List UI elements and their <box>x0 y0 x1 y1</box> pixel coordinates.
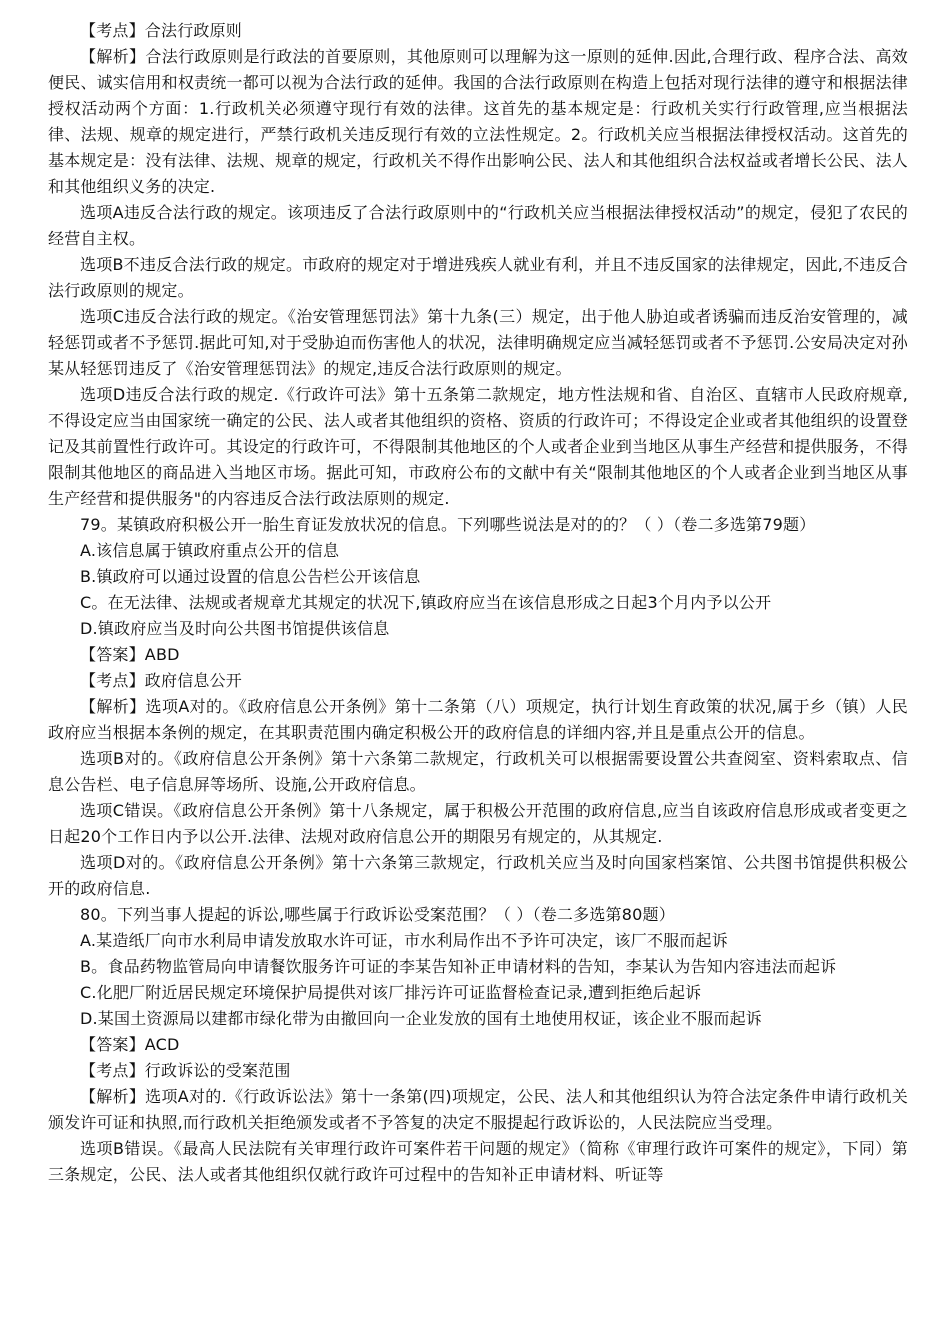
question-stem: 79。某镇政府积极公开一胎生育证发放状况的信息。下列哪些说法是对的的？（ ）（卷二多选第79题） <box>80 515 816 534</box>
exam-point-line: 【考点】合法行政原则 <box>80 21 243 40</box>
option-line: 【考点】政府信息公开 <box>80 671 243 690</box>
paragraph: 【解析】选项A对的.《行政诉讼法》第十一条第(四)项规定，公民、法人和其他组织认为符合法定条件申请行政机关颁发许可证和执照,而行政机关拒绝颁发或者不予答复的决定不服提起行政诉讼的，人民法院应当受理。 <box>48 1087 908 1132</box>
paragraph: 选项B不违反合法行政的规定。市政府的规定对于增进残疾人就业有利，并且不违反国家的法律规定，因此,不违反合法行政原则的规定。 <box>48 255 908 300</box>
option-line: 【考点】行政诉讼的受案范围 <box>80 1061 291 1080</box>
option-line: 【答案】ABD <box>80 645 180 664</box>
option-line: 【答案】ACD <box>80 1035 180 1054</box>
paragraph: 选项C违反合法行政的规定。《治安管理惩罚法》第十九条(三）规定，出于他人胁迫或者诱骗而违反治安管理的，减轻惩罚或者不予惩罚.据此可知,对于受胁迫而伤害他人的状况，法律明确规定应当减轻惩罚或者不予惩罚.公安局决定对孙某从轻惩罚违反了《治安管理惩罚法》的规定,违反合法行政原则的规定。 <box>48 307 908 378</box>
paragraph: 选项B对的。《政府信息公开条例》第十六条第二款规定，行政机关可以根据需要设置公共查阅室、资料索取点、信息公告栏、电子信息屏等场所、设施,公开政府信息。 <box>48 749 908 794</box>
paragraph: 选项B错误。《最高人民法院有关审理行政许可案件若干问题的规定》（简称《审理行政许可案件的规定》，下同）第三条规定，公民、法人或者其他组织仅就行政许可过程中的告知补正申请材料、听证等 <box>48 1139 908 1184</box>
question-stem: 80。下列当事人提起的诉讼,哪些属于行政诉讼受案范围？（ ）（卷二多选第80题） <box>80 905 675 924</box>
option-line: D.某国土资源局以建都市绿化带为由撤回向一企业发放的国有土地使用权证，该企业不服而起诉 <box>80 1009 763 1028</box>
paragraph: 选项D对的。《政府信息公开条例》第十六条第三款规定，行政机关应当及时向国家档案馆、公共图书馆提供积极公开的政府信息. <box>48 853 908 898</box>
option-line: C。在无法律、法规或者规章尤其规定的状况下,镇政府应当在该信息形成之日起3个月内予以公开 <box>80 593 772 612</box>
paragraph: 【解析】合法行政原则是行政法的首要原则，其他原则可以理解为这一原则的延伸.因此,合理行政、程序合法、高效便民、诚实信用和权责统一都可以视为合法行政的延伸。我国的合法行政原则在构造上包括对现行法律的遵守和根据法律授权活动两个方面：1.行政机关必须遵守现行有效的法律。这首先的基本规定是：行政机关实行行政管理,应当根据法律、法规、规章的规定进行，严禁行政机关违反现行有效的立法性规定。2。行政机关应当根据法律授权活动。这首先的基本规定是：没有法律、法规、规章的规定，行政机关不得作出影响公民、法人和其他组织合法权益或者增长公民、法人和其他组织义务的决定. <box>48 47 908 196</box>
option-line: A.该信息属于镇政府重点公开的信息 <box>80 541 340 560</box>
paragraph: 选项D违反合法行政的规定.《行政许可法》第十五条第二款规定，地方性法规和省、自治区、直辖市人民政府规章,不得设定应当由国家统一确定的公民、法人或者其他组织的资格、资质的行政许可；不得设定企业或者其他组织的设置登记及其前置性行政许可。其设定的行政许可，不得限制其他地区的个人或者企业到当地区从事生产经营和提供服务，不得限制其他地区的商品进入当地区市场。据此可知，市政府公布的文献中有关“限制其他地区的个人或者企业到当地区从事生产经营和提供服务"的内容违反合法行政法原则的规定. <box>48 385 908 508</box>
option-line: B.镇政府可以通过设置的信息公告栏公开该信息 <box>80 567 421 586</box>
paragraph: 选项A违反合法行政的规定。该项违反了合法行政原则中的“行政机关应当根据法律授权活动”的规定，侵犯了农民的经营自主权。 <box>48 203 908 248</box>
document-page <box>48 18 908 1188</box>
paragraph: 选项C错误。《政府信息公开条例》第十八条规定，属于积极公开范围的政府信息,应当自该政府信息形成或者变更之日起20个工作日内予以公开.法律、法规对政府信息公开的期限另有规定的，从其规定. <box>48 801 908 846</box>
paragraph: B。食品药物监管局向申请餐饮服务许可证的李某告知补正申请材料的告知，李某认为告知内容违法而起诉 <box>80 957 837 976</box>
option-line: A.某造纸厂向市水利局申请发放取水许可证，市水利局作出不予许可决定，该厂不服而起诉 <box>80 931 728 950</box>
option-line: C.化肥厂附近居民规定环境保护局提供对该厂排污许可证监督检查记录,遭到拒绝后起诉 <box>80 983 702 1002</box>
paragraph: 【解析】选项A对的。《政府信息公开条例》第十二条第（八）项规定，执行计划生育政策的状况,属于乡（镇）人民政府应当根据本条例的规定，在其职责范围内确定积极公开的政府信息的详细内容,并且是重点公开的信息。 <box>48 697 908 742</box>
option-line: D.镇政府应当及时向公共图书馆提供该信息 <box>80 619 390 638</box>
